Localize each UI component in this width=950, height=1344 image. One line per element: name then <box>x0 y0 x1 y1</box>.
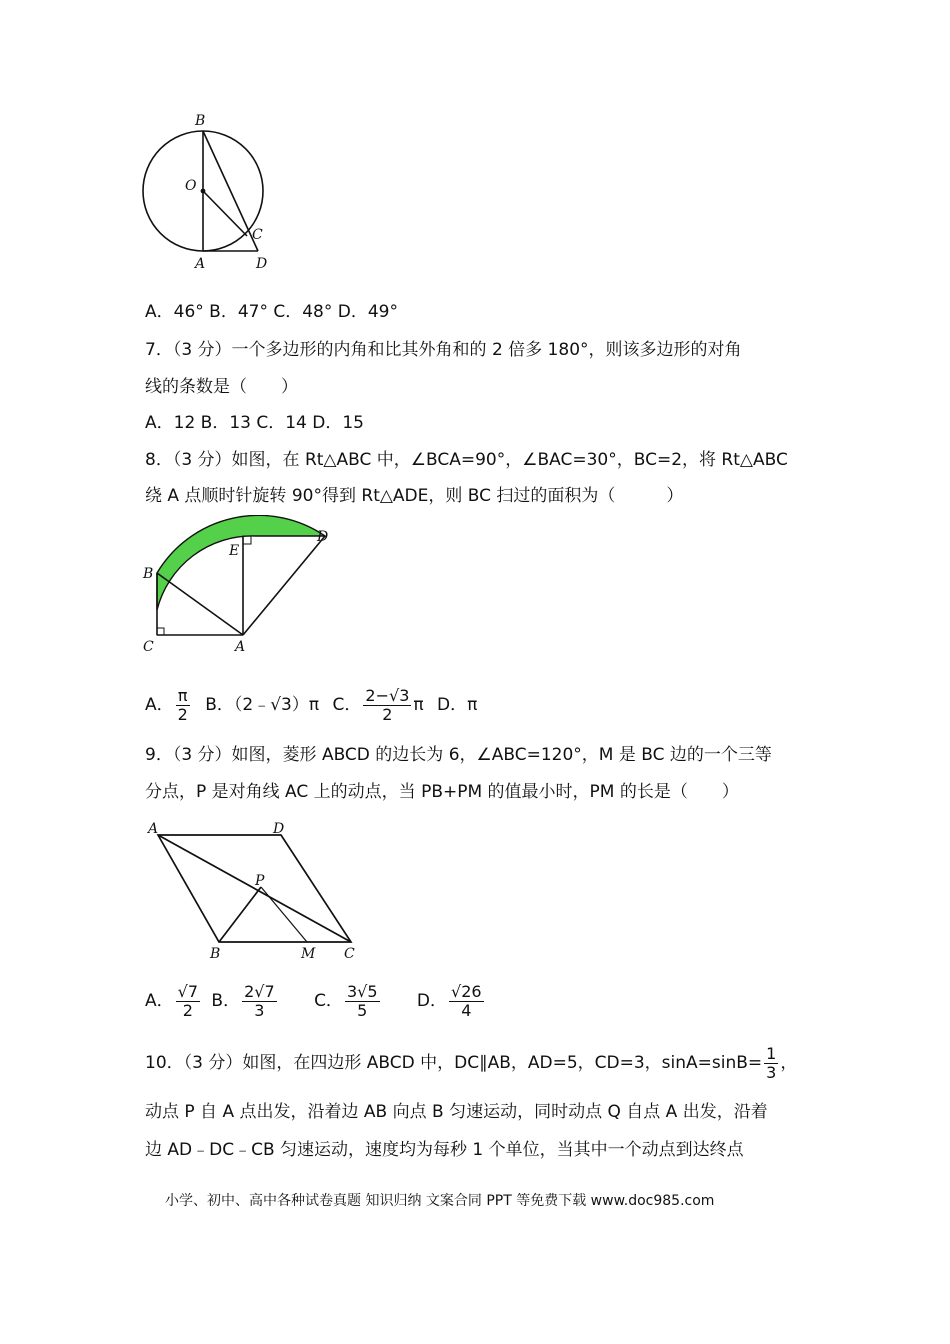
q8-opt-b-end: ）π <box>291 695 320 715</box>
q10-line3: 边 AD﹣DC﹣CB 匀速运动，速度均为每秒 1 个单位，当其中一个动点到达终点 <box>145 1140 744 1160</box>
label-d: D <box>256 256 268 272</box>
q9-opt-d-frac <box>449 983 484 1020</box>
q10-sin-frac <box>764 1045 778 1082</box>
label-p: P <box>255 873 265 889</box>
label-m: M <box>301 946 316 962</box>
q6-options: A．46° B．47° C．48° D．49° <box>145 302 398 322</box>
right-angle-c <box>157 628 164 635</box>
label-a: A <box>195 256 206 272</box>
label-c: C <box>143 639 154 655</box>
q8-opt-b: B．（2﹣ <box>205 695 271 715</box>
segment-da <box>243 536 325 635</box>
q9-opt-c-frac <box>345 983 380 1020</box>
segment-ba <box>157 573 243 635</box>
label-b: B <box>143 566 154 582</box>
label-d: D <box>273 821 285 837</box>
q9-opt-a-frac <box>176 983 200 1020</box>
segment-bd <box>203 131 258 251</box>
q8-opt-c-num: 2−√3 <box>365 685 410 705</box>
q9-options <box>145 978 494 1024</box>
q6-circle-figure <box>135 108 285 278</box>
q7-line2: 线的条数是（ ） <box>145 377 298 397</box>
label-b: B <box>210 946 221 962</box>
q9-opt-a-num: √7 <box>177 981 199 1001</box>
q8-opt-c-den: 2 <box>382 704 393 724</box>
q9-line2: 分点，P 是对角线 AC 上的动点，当 PB+PM 的值最小时，PM 的长是（ ） <box>145 782 739 802</box>
q8-opt-b-rad: √3 <box>270 695 292 715</box>
label-b: B <box>195 113 206 129</box>
q9-opt-c-label: C． <box>314 991 343 1011</box>
q7-options: A．12 B．13 C．14 D．15 <box>145 413 364 433</box>
label-o: O <box>185 178 197 194</box>
q9-line1: 9．（3 分）如图，菱形 ABCD 的边长为 6，∠ABC=120°，M 是 BC 边的一个三等 <box>145 745 772 765</box>
label-e: E <box>229 543 240 559</box>
q9-opt-a-den: 2 <box>182 1000 193 1020</box>
q10-sin-den: 3 <box>766 1062 777 1082</box>
label-d: D <box>317 529 329 545</box>
q8-opt-c-label: C． <box>332 695 362 715</box>
q9-opt-a-label: A． <box>145 991 174 1011</box>
q7-line1: 7．（3 分）一个多边形的内角和比其外角和的 2 倍多 180°，则该多边形的对角 <box>145 340 742 360</box>
q9-opt-c-den: 5 <box>357 1000 368 1020</box>
q8-opt-c-end: π <box>413 695 424 715</box>
q9-opt-b-den: 3 <box>254 1000 265 1020</box>
label-a: A <box>148 821 159 837</box>
q8-opt-a-num: π <box>176 687 190 706</box>
q9-opt-c-num: 3√5 <box>346 981 378 1001</box>
q8-opt-d: D．π <box>437 695 478 715</box>
q8-line1: 8．（3 分）如图，在 Rt△ABC 中，∠BCA=90°，∠BAC=30°，BC=2，将 Rt△ABC <box>145 450 788 470</box>
q9-opt-b-label: B． <box>211 991 241 1011</box>
q9-opt-d-label: D． <box>416 991 447 1011</box>
q9-opt-d-den: 4 <box>461 1000 472 1020</box>
q8-opt-a-den: 2 <box>177 704 188 724</box>
swept-area <box>157 515 325 610</box>
segment-bp <box>219 887 261 942</box>
q9-opt-d-num: √26 <box>451 981 482 1001</box>
center-point <box>201 189 206 194</box>
q10-line1-post: ， <box>780 1053 798 1073</box>
right-angle-e <box>243 536 251 544</box>
q8-opt-a-label: A． <box>145 695 174 715</box>
q9-rhombus-figure <box>138 815 368 965</box>
page-footer: 小学、初中、高中各种试卷真题 知识归纳 文案合同 PPT 等免费下载 www.doc985.com <box>165 1193 715 1209</box>
q9-opt-b-num: 2√7 <box>244 981 275 1001</box>
q10-line2: 动点 P 自 A 点出发，沿着边 AB 向点 B 匀速运动，同时动点 Q 自点 A 出发，沿着 <box>145 1102 768 1122</box>
label-c: C <box>252 227 263 243</box>
q8-options <box>145 682 485 728</box>
q10-line1 <box>145 1040 797 1086</box>
q8-opt-a-frac <box>176 687 190 724</box>
q10-line1-text: 10．（3 分）如图，在四边形 ABCD 中，DC∥AB，AD=5，CD=3，sinA=sinB= <box>145 1053 763 1073</box>
q10-sin-num: 1 <box>766 1043 777 1063</box>
label-c: C <box>344 946 355 962</box>
q8-line2: 绕 A 点顺时针旋转 90°得到 Rt△ADE，则 BC 扫过的面积为（ ） <box>145 486 684 506</box>
q9-opt-b-frac <box>242 983 277 1020</box>
label-a: A <box>235 639 246 655</box>
q8-opt-c-frac <box>363 687 411 724</box>
q8-rotation-figure <box>135 515 345 660</box>
